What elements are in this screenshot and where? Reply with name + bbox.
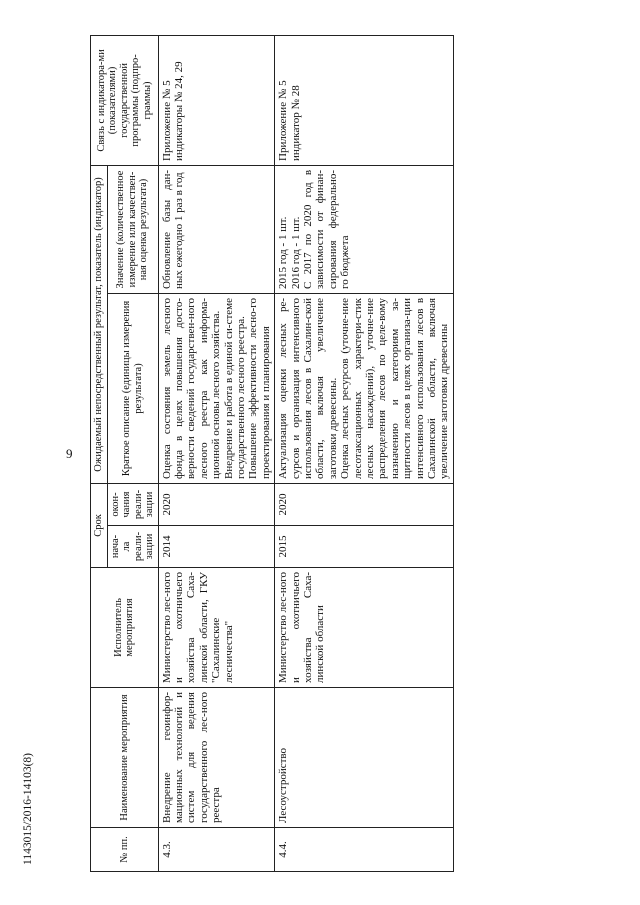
row-link: Приложение № 5 индикатор № 28 (275, 35, 454, 165)
header-num: № пп. (91, 828, 159, 872)
desc-paragraph: Повышение эффективности лесно-го проектирования и планирования (247, 297, 272, 479)
header-result-desc: Краткое описание (единицы измерения результата) (107, 293, 158, 483)
header-executor: Исполнитель мероприятия (91, 568, 159, 688)
row-value (158, 165, 275, 293)
desc-paragraph: Актуализация оценки лесных ре-сурсов и организация интенсивного использования лесов в Сахалин-ской области, включая увеличение заготовки древесины. (277, 297, 339, 479)
row-end: 2020 (275, 483, 454, 525)
header-link: Связь с индикатора-ми (показателями) государственной программы (подпро-граммы) (91, 35, 159, 165)
value-paragraph: 2016 год - 1 шт. (289, 216, 302, 289)
desc-paragraph: Внедрение и работа в единой си-стеме государственного лесного реестра. (222, 297, 247, 479)
value-paragraph: 2015 год - 1 шт. (277, 216, 290, 289)
document-code-text: 1143015/2016-14103(8) (22, 752, 34, 865)
header-term-start: нача-ла реали-зации (107, 526, 158, 568)
row-num: 4.3. (158, 828, 275, 872)
table-row (158, 35, 275, 871)
row-name: Внедрение геоинфор-мационных технологий и систем для ведения государственного лес-ного реестра (158, 688, 275, 828)
desc-paragraph: Оценка состояния земель лесного фонда в целях повышения досто-верности сведений государствен-ного лесного реестра как информа-ционной основы лесного хозяйства. (160, 297, 223, 479)
measures-table (90, 35, 454, 872)
desc-paragraph: Оценка лесных ресурсов (уточне-ние лесотаксационных характери-стик лесных насаждений), уточне-ние распределения лесов по целе-вому назначению и категориям за-щитности лесов в целях организа-ции интенсивного использования лесов в Сахалинской области, включая увеличение заготовки древесины (339, 297, 451, 479)
row-end: 2020 (158, 483, 275, 525)
row-desc (275, 293, 454, 483)
row-num: 4.4. (275, 828, 454, 872)
row-start: 2015 (275, 526, 454, 568)
row-name: Лесоустройство (275, 688, 454, 828)
row-desc (158, 293, 275, 483)
row-executor: Министерство лес-ного и охотничьего хозяйства Саха-линской области (275, 568, 454, 688)
value-paragraph: Обновление базы дан-ных ежегодно 1 раз в год (160, 169, 185, 289)
table-row (275, 35, 454, 871)
page-number: 9 (66, 446, 73, 461)
header-term: Срок (91, 483, 108, 567)
header-name: Наименование мероприятия (91, 688, 159, 828)
header-result-value: Значение (количественное измерение или качествен-ная оценка результата) (107, 165, 158, 293)
row-link: Приложение № 5 индикаторы № 24, 29 (158, 35, 275, 165)
row-executor: Министерство лес-ного и охотничьего хозяйства Саха-линской области, ГКУ "Сахалинские лесничества" (158, 568, 275, 688)
row-value (275, 165, 454, 293)
header-term-end: окон-чания реали-зации (107, 483, 158, 525)
row-start: 2014 (158, 526, 275, 568)
value-paragraph: С 2017 по 2020 год в зависимости от финан-сирования федерально-го бюджета (301, 169, 352, 289)
header-result: Ожидаемый непосредственный результат, показатель (индикатор) (91, 165, 108, 483)
rotated-page-content (90, 36, 600, 872)
